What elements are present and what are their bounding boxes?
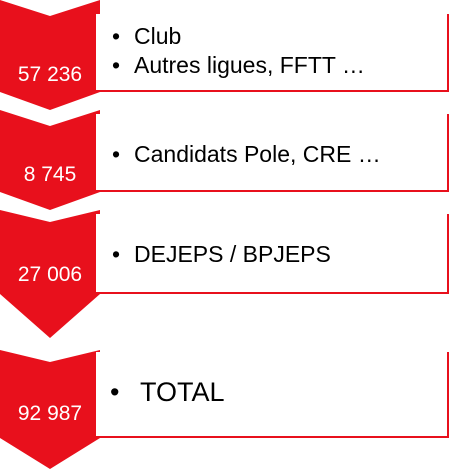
bullet-item: • Candidats Pole, CRE … xyxy=(112,140,381,169)
bullet-item: • Autres ligues, FFTT … xyxy=(112,51,365,80)
row-2 xyxy=(0,110,451,210)
row-value: 27 006 xyxy=(17,263,83,286)
bullet-list xyxy=(112,22,365,80)
bullet-list xyxy=(112,240,331,269)
bullet-item: • Club xyxy=(112,22,365,51)
bullet-item: • DEJEPS / BPJEPS xyxy=(112,240,331,269)
text-panel xyxy=(96,114,449,192)
red-chevron-arrow xyxy=(0,0,100,110)
text-panel xyxy=(96,352,449,438)
row-3 xyxy=(0,210,451,338)
text-panel xyxy=(96,14,449,92)
row-value: 57 236 xyxy=(17,63,83,86)
bullet-list xyxy=(112,140,381,169)
bullet-item: • TOTAL xyxy=(110,376,225,408)
text-panel xyxy=(96,214,449,294)
red-chevron-arrow xyxy=(0,110,100,210)
total-value: 92 987 xyxy=(17,402,83,425)
row-1 xyxy=(0,0,451,110)
row-value: 8 745 xyxy=(23,163,77,186)
row-total xyxy=(0,350,451,469)
bullet-list xyxy=(110,376,225,408)
